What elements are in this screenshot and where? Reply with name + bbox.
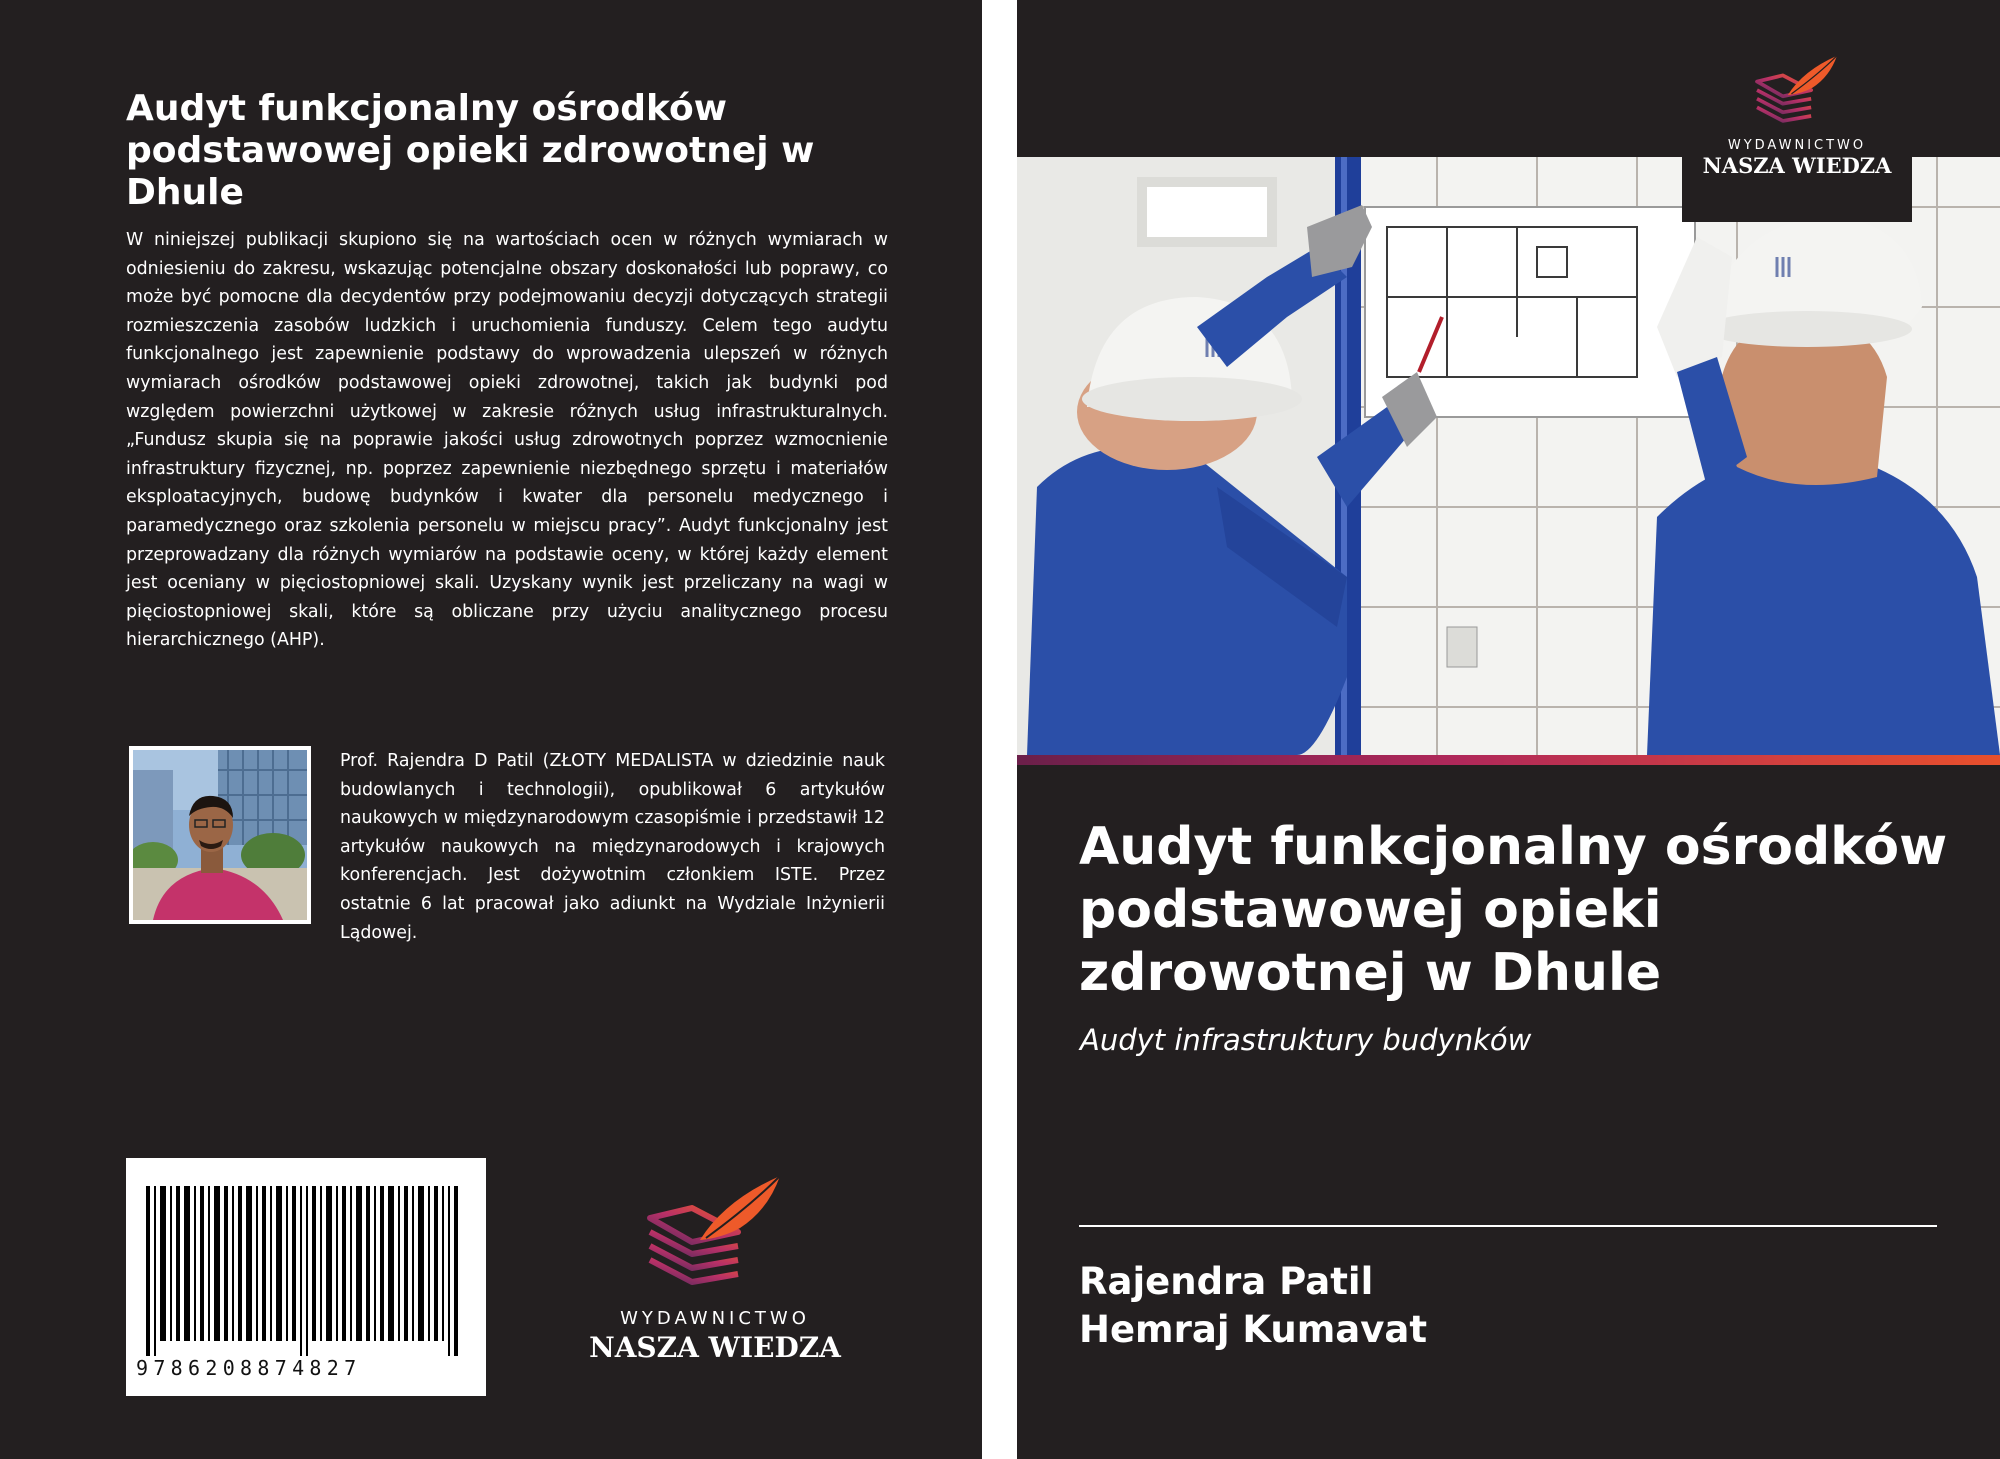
back-cover-title: Audyt funkcjonalny ośrodków podstawowej opieki zdrowotnej w Dhule [126, 88, 815, 213]
back-cover [0, 0, 982, 1459]
front-cover-subtitle: Audyt infrastruktury budynków [1080, 1023, 1532, 1057]
author-photo [129, 746, 311, 924]
accent-stripe [1017, 755, 2000, 765]
publisher-name-line2: NASZA WIEDZA [1702, 153, 1892, 178]
front-cover [1017, 0, 2000, 1459]
author-bio: Prof. Rajendra D Patil (ZŁOTY MEDALISTA w dziedzinie nauk budowlanych i technologii), opublikował 6 artykułów naukowych w międzynarodowym czasopiśmie i przedstawił 12 artykułów naukowych na międzynarodowych i krajowych konferencjach. Jest dożywotnim członkiem ISTE. Przez ostatnie 6 lat pracował jako adiunkt na Wydziale Inżynierii Lądowej. [340, 751, 885, 943]
divider [1079, 1225, 1937, 1227]
publisher-name-line2: NASZA WIEDZA [589, 1331, 841, 1364]
isbn-number: 9786208874827 [136, 1356, 362, 1380]
front-cover-title: Audyt funkcjonalny ośrodków podstawowej opieki zdrowotnej w Dhule [1079, 817, 1948, 1003]
publisher-book-quill-icon [630, 1170, 800, 1300]
publisher-logo [580, 1170, 850, 1364]
barcode-bars [126, 1158, 486, 1358]
barcode [126, 1158, 486, 1396]
front-publisher-logo-box [1682, 0, 1912, 222]
author-list [1079, 1258, 1427, 1354]
front-publisher-logo [1682, 52, 1912, 178]
publisher-book-quill-icon [1742, 52, 1852, 132]
cover-photo-engineers [1017, 157, 2000, 755]
publisher-name-line1: WYDAWNICTWO [1727, 138, 1867, 153]
back-cover-blurb: W niniejszej publikacji skupiono się na wartościach ocen w różnych wymiarach w odniesieniu do zakresu, wskazując potencjalne obszary doskonałości lub poprawy, co może być pomocne dla decydentów przy podejmowaniu decyzji dotyczących strategii rozmieszczenia zasobów ludzkich i uruchomienia funduszy. Celem tego audytu funkcjonalnego jest zapewnienie podstawy do wprowadzenia ulepszeń w różnych wymiarach ośrodków podstawowej opieki zdrowotnej, takich jak budynki pod względem powierzchni użytkowej w zakresie różnych usług infrastrukturalnych. „Fundusz skupia się na poprawie jakości usług zdrowotnych poprzez wzmocnienie infrastruktury fizycznej, np. poprzez zapewnienie niezbędnego sprzętu i materiałów eksploatacyjnych, budowę budynków i kwater dla personelu medycznego i paramedycznego oraz szkolenia personelu w miejscu pracy”. Audyt funkcjonalny jest przeprowadzany dla różnych wymiarów na podstawie oceny, w której każdy element jest oceniany w pięciostopniowej skali. Uzyskany wynik jest przeliczany na wagi w pięciostopniowej skali, które są obliczane przy użyciu analitycznego procesu hierarchicznego (AHP). [126, 230, 888, 651]
publisher-name-line1: WYDAWNICTWO [620, 1308, 810, 1329]
author-name: Rajendra Patil [1079, 1260, 1374, 1303]
author-name: Hemraj Kumavat [1079, 1308, 1428, 1351]
